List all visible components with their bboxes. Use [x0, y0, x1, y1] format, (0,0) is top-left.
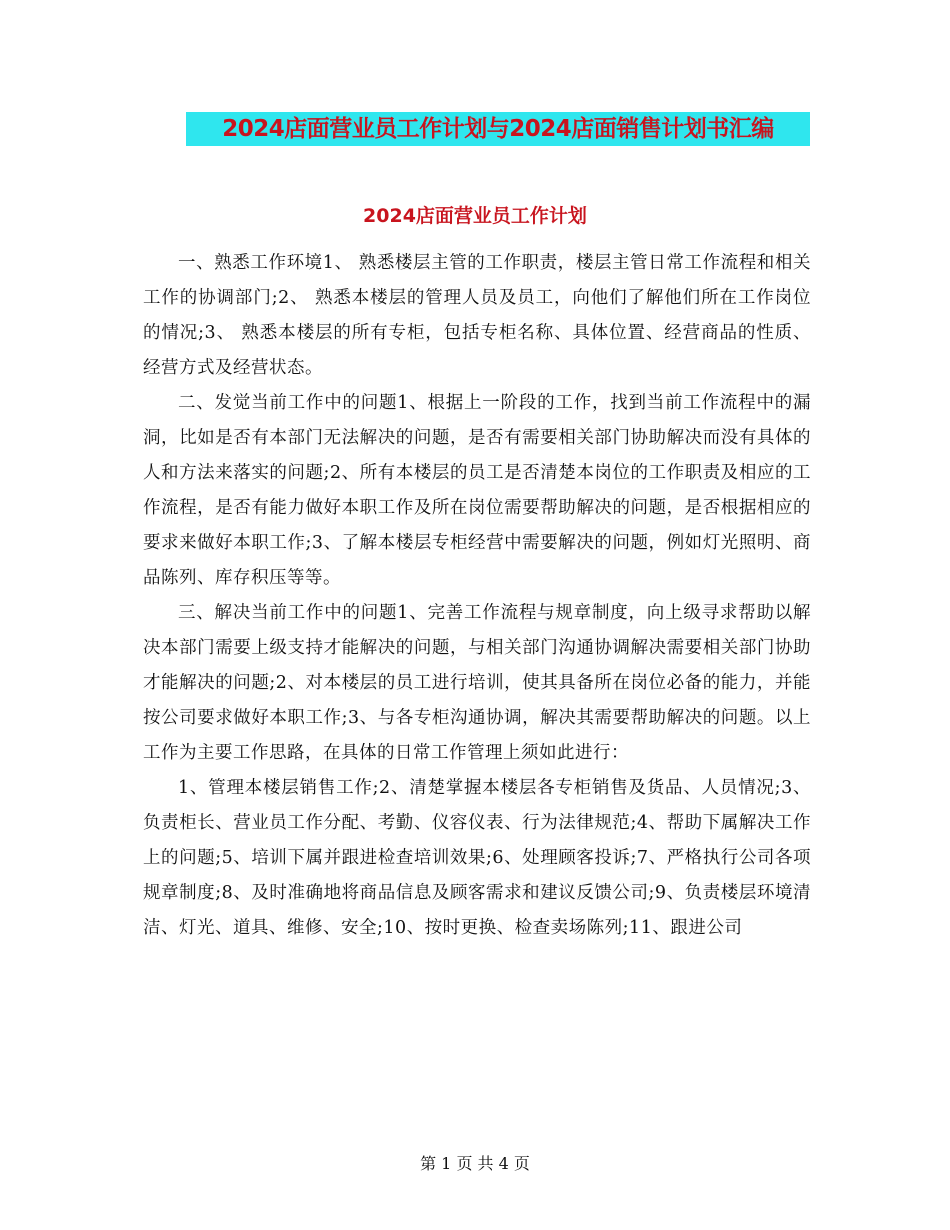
paragraph-3: 三、解决当前工作中的问题1、完善工作流程与规章制度，向上级寻求帮助以解决本部门需要上级支持才能解决的问题，与相关部门沟通协调解决需要相关部门协助才能解决的问题;2、对本楼层的员工进行培训，使其具备所在岗位必备的能力，并能按公司要求做好本职工作;3、与各专柜沟通协调，解决其需要帮助解决的问题。以上工作为主要工作思路，在具体的日常工作管理上须如此进行：	[143, 603, 811, 763]
document-body	[143, 246, 811, 946]
page-footer: 第 1 页 共 4 页	[420, 1154, 530, 1173]
paragraph-2: 二、发觉当前工作中的问题1、根据上一阶段的工作，找到当前工作流程中的漏洞，比如是否有本部门无法解决的问题，是否有需要相关部门协助解决而没有具体的人和方法来落实的问题;2、所有本楼层的员工是否清楚本岗位的工作职责及相应的工作流程，是否有能力做好本职工作及所在岗位需要帮助解决的问题，是否根据相应的要求来做好本职工作;3、了解本楼层专柜经营中需要解决的问题，例如灯光照明、商品陈列、库存积压等等。	[143, 393, 811, 588]
paragraph-4: 1、管理本楼层销售工作;2、清楚掌握本楼层各专柜销售及货品、人员情况;3、负责柜长、营业员工作分配、考勤、仪容仪表、行为法律规范;4、帮助下属解决工作上的问题;5、培训下属并跟进检查培训效果;6、处理顾客投诉;7、严格执行公司各项规章制度;8、及时准确地将商品信息及顾客需求和建议反馈公司;9、负责楼层环境清洁、灯光、道具、维修、安全;10、按时更换、检查卖场陈列;11、跟进公司	[143, 778, 811, 938]
section-title: 2024店面营业员工作计划	[363, 205, 587, 227]
paragraph-1: 一、熟悉工作环境1、 熟悉楼层主管的工作职责，楼层主管日常工作流程和相关工作的协调部门;2、 熟悉本楼层的管理人员及员工，向他们了解他们所在工作岗位的情况;3、 熟悉本楼层的所有专柜，包括专柜名称、具体位置、经营商品的性质、经营方式及经营状态。	[143, 253, 811, 378]
document-main-title: 2024店面营业员工作计划与2024店面销售计划书汇编	[186, 112, 810, 146]
